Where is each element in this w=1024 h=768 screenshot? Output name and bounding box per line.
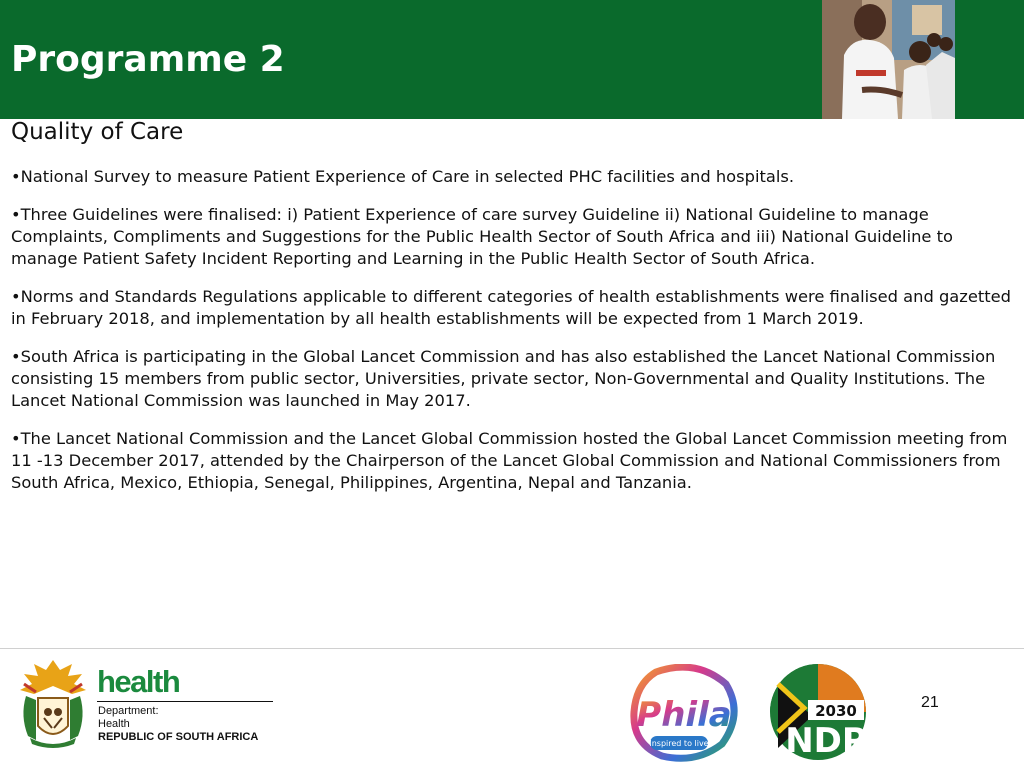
bullet-item: •Norms and Standards Regulations applicable to different categories of health establishments were finalised and gazetted in February 2018, and implementation by all health establishments will be expected from 1 March 2019. [11, 286, 1011, 329]
slide-header [0, 0, 1024, 119]
ndp-logo-text: NDP [785, 721, 867, 761]
dept-line-department: Department: [98, 705, 159, 717]
phila-logo-icon [626, 664, 744, 764]
bullet-item: •The Lancet National Commission and the Lancet Global Commission hosted the Global Lancet Commission meeting from 11 -13 December 2017, attended by the Chairperson of the Lancet Global Commission and National Commissioners from South Africa, Mexico, Ethiopia, Senegal, Philippines, Argentina, Nepal and Tanzania. [11, 428, 1008, 493]
phila-tagline: Inspired to live [649, 739, 709, 748]
dept-line-country: REPUBLIC OF SOUTH AFRICA [98, 731, 259, 743]
dept-rule [97, 701, 273, 702]
ndp-2030-logo-icon [764, 662, 872, 762]
section-subtitle: Quality of Care [11, 119, 184, 145]
footer-divider [0, 648, 1024, 649]
coat-of-arms-icon [16, 656, 90, 750]
health-wordmark: health [97, 664, 180, 699]
bullet-list [11, 166, 1014, 510]
header-photo-nurse-children [822, 0, 955, 119]
bullet-item: •Three Guidelines were finalised: i) Patient Experience of care survey Guideline ii) National Guideline to manage Complaints, Compliments and Suggestions for the Public Health Sector of South Africa and iii) National Guideline to manage Patient Safety Incident Reporting and Learning in the Public Health Sector of South Africa. [11, 204, 953, 269]
phila-logo-text: Phila [636, 695, 732, 735]
page-number: 21 [921, 694, 939, 711]
dept-text [98, 705, 258, 744]
ndp-year-text: 2030 [815, 702, 857, 720]
dept-line-health: Health [98, 718, 130, 730]
bullet-item: •National Survey to measure Patient Experience of Care in selected PHC facilities and hospitals. [11, 167, 795, 186]
bullet-item: •South Africa is participating in the Global Lancet Commission and has also established the Lancet National Commission consisting 15 members from public sector, Universities, private sector, Non-Governmental and Quality Institutions. The Lancet National Commission was launched in May 2017. [11, 346, 996, 411]
nurse-photo-illustration [822, 0, 955, 119]
slide-title: Programme 2 [11, 39, 285, 80]
